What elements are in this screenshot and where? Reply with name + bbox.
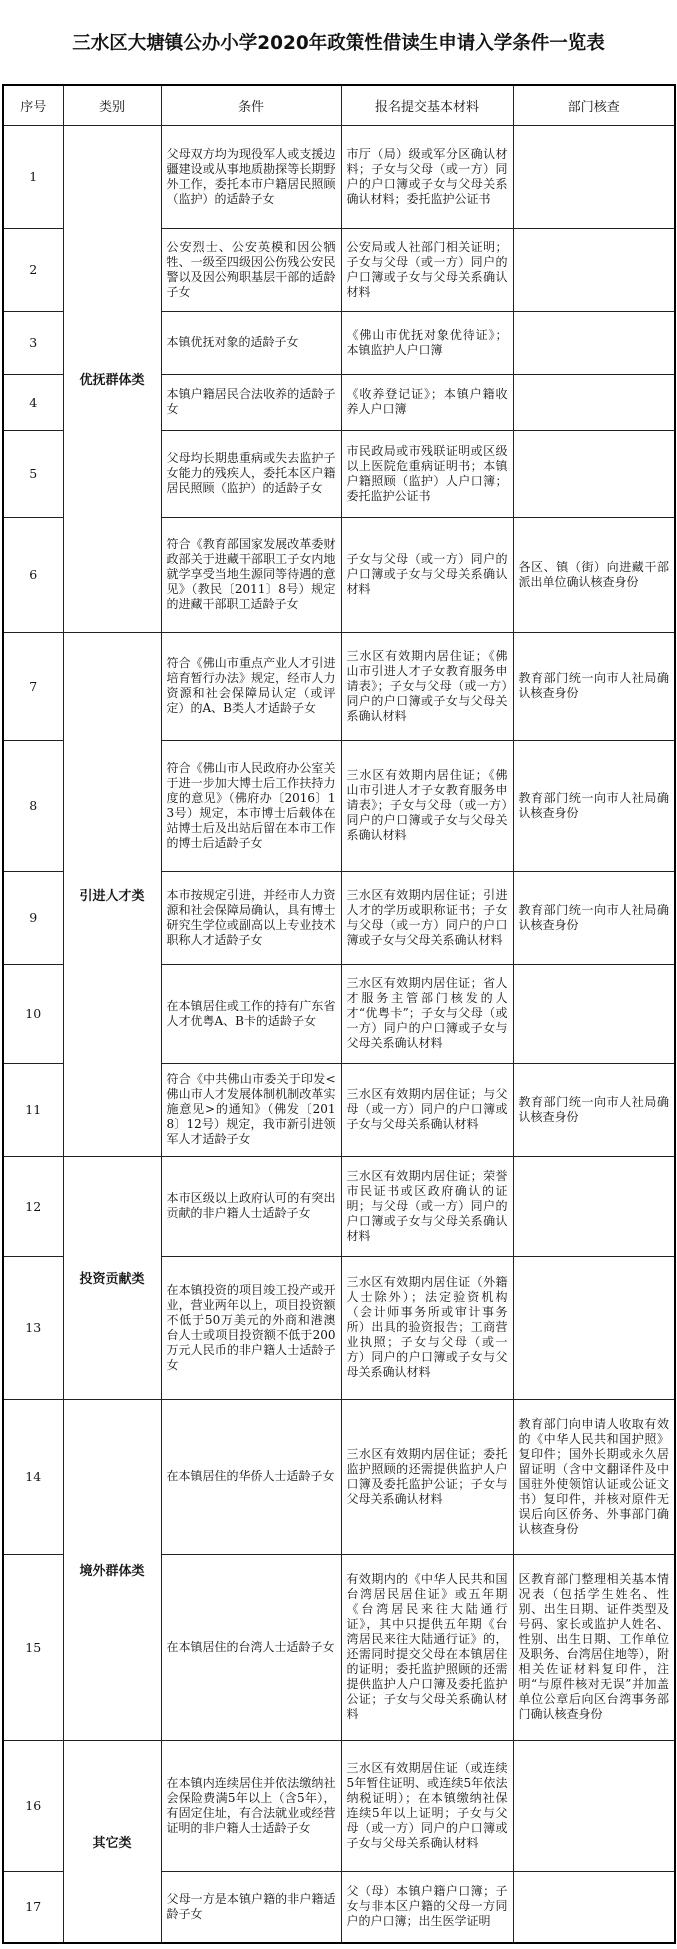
condition-cell: 在本镇居住的华侨人士适龄子女 [161, 1399, 341, 1554]
header-verification: 部门核查 [513, 85, 675, 125]
materials-cell: 三水区有效期内居住证；省人才服务主管部门核发的人才“优粤卡”；子女与父母（或一方）同户的户口簿或子女与父母关系确认材料 [341, 964, 513, 1063]
category-cell: 投资贡献类 [63, 1156, 161, 1399]
verification-cell [513, 311, 675, 374]
verification-cell [513, 430, 675, 517]
row-number: 17 [3, 1871, 63, 1943]
row-number: 8 [3, 740, 63, 871]
verification-cell: 教育部门统一向市人社局确认核查身份 [513, 632, 675, 740]
materials-cell: 有效期内的《中华人民共和国台湾居民居住证》或五年期《台湾居民来往大陆通行证》，其中只提供五年期《台湾居民来往大陆通行证》的，还需同时提交父母在本镇居住的证明；委托监护照顾的还需提供监护人户口簿及委托监护公证；子女与父母关系确认材料 [341, 1554, 513, 1740]
category-cell: 其它类 [63, 1740, 161, 1943]
category-cell: 优抚群体类 [63, 125, 161, 632]
materials-cell: 三水区有效期内居住证；引进人才的学历或职称证书；子女与父母（或一方）同户的户口簿或子女与父母关系确认材料 [341, 871, 513, 964]
row-number: 3 [3, 311, 63, 374]
table-row [3, 125, 675, 228]
verification-cell [513, 1156, 675, 1256]
condition-cell: 公安烈士、公安英模和因公牺牲、一级至四级因公伤残公安民警以及因公殉职基层干部的适龄子女 [161, 228, 341, 311]
materials-cell: 三水区有效期内居住证；《佛山市引进人才子女教育服务申请表》；子女与父母（或一方）同户的户口簿或子女与父母关系确认材料 [341, 632, 513, 740]
verification-cell [513, 228, 675, 311]
condition-cell: 本市按规定引进，并经市人力资源和社会保障局确认，具有博士研究生学位或副高以上专业技术职称人才适龄子女 [161, 871, 341, 964]
category-cell: 引进人才类 [63, 632, 161, 1156]
condition-cell: 在本镇内连续居住并依法缴纳社会保险费满5年以上（含5年），有固定住址，有合法就业或经营证明的非户籍人士适龄子女 [161, 1740, 341, 1871]
condition-cell: 符合《佛山市人民政府办公室关于进一步加大博士后工作扶持力度的意见》（佛府办〔2016〕13号）规定，本市博士后载体在站博士后及出站后留在本市工作的博士后适龄子女 [161, 740, 341, 871]
materials-cell: 三水区有效期居住证（或连续5年暂住证明、或连续5年依法纳税证明）；在本镇缴纳社保连续5年以上证明；子女与父母（或一方）同户的户口簿或子女与父母关系确认材料 [341, 1740, 513, 1871]
materials-cell: 《收养登记证》；本镇户籍收养人户口簿 [341, 374, 513, 430]
verification-cell: 区教育部门整理相关基本情况表（包括学生姓名、性别、出生日期、证件类型及号码、家长或监护人姓名、性别、出生日期、工作单位及职务、台湾居住地等），附相关佐证材料复印件，注明“与原件核对无误”并加盖单位公章后向区台湾事务部门确认核查身份 [513, 1554, 675, 1740]
verification-cell: 教育部门向申请人收取有效的《中华人民共和国护照》复印件；国外长期或永久居留证明（含中文翻译件及中国驻外使领馆认证或公证文书）复印件，并核对原件无误后向区侨务、外事部门确认核查身份 [513, 1399, 675, 1554]
row-number: 11 [3, 1063, 63, 1156]
materials-cell: 父（母）本镇户籍户口簿；子女与非本区户籍的父母一方同户的户口簿；出生医学证明 [341, 1871, 513, 1943]
verification-cell [513, 1871, 675, 1943]
materials-cell: 三水区有效期内居住证（外籍人士除外）；法定验资机构（会计师事务所或审计事务所）出具的验资报告；工商营业执照；子女与父母（或一方）同户的户口簿或子女与父母关系确认材料 [341, 1256, 513, 1399]
verification-cell [513, 964, 675, 1063]
materials-cell: 三水区有效期内居住证；委托监护照顾的还需提供监护人户口簿及委托监护公证；子女与父母关系确认材料 [341, 1399, 513, 1554]
verification-cell: 各区、镇（街）向进藏干部派出单位确认核查身份 [513, 517, 675, 632]
materials-cell: 《佛山市优抚对象优待证》；本镇监护人户口簿 [341, 311, 513, 374]
header-materials: 报名提交基本材料 [341, 85, 513, 125]
condition-cell: 在本镇投资的项目竣工投产或开业，营业两年以上，项目投资额不低于50万美元的外商和港澳台人士或项目投资额不低于200万元人民币的非户籍人士适龄子女 [161, 1256, 341, 1399]
verification-cell: 教育部门统一向市人社局确认核查身份 [513, 740, 675, 871]
row-number: 14 [3, 1399, 63, 1554]
row-number: 6 [3, 517, 63, 632]
condition-cell: 在本镇居住的台湾人士适龄子女 [161, 1554, 341, 1740]
materials-cell: 三水区有效期内居住证；与父母（或一方）同户的户口簿或子女与父母关系确认材料 [341, 1063, 513, 1156]
row-number: 1 [3, 125, 63, 228]
row-number: 9 [3, 871, 63, 964]
row-number: 12 [3, 1156, 63, 1256]
condition-cell: 本市区级以上政府认可的有突出贡献的非户籍人士适龄子女 [161, 1156, 341, 1256]
row-number: 7 [3, 632, 63, 740]
header-category: 类别 [63, 85, 161, 125]
row-number: 13 [3, 1256, 63, 1399]
materials-cell: 公安局或人社部门相关证明；子女与父母（或一方）同户的户口簿或子女与父母关系确认材料 [341, 228, 513, 311]
table-header-row [3, 85, 675, 125]
category-cell: 境外群体类 [63, 1399, 161, 1740]
verification-cell [513, 1740, 675, 1871]
page-title: 三水区大塘镇公办小学2020年政策性借读生申请入学条件一览表 [72, 33, 605, 54]
verification-cell: 教育部门统一向市人社局确认核查身份 [513, 871, 675, 964]
materials-cell: 三水区有效期内居住证；荣誉市民证书或区政府确认的证明；与父母（或一方）同户的户口簿或子女与父母关系确认材料 [341, 1156, 513, 1256]
condition-cell: 父母双方均为现役军人或支援边疆建设或从事地质勘探等长期野外工作，委托本市户籍居民照顾（监护）的适龄子女 [161, 125, 341, 228]
condition-cell: 符合《中共佛山市委关于印发<佛山市人才发展体制机制改革实施意见>的通知》（佛发〔2018〕12号）规定，我市新引进领军人才适龄子女 [161, 1063, 341, 1156]
condition-cell: 父母一方是本镇户籍的非户籍适龄子女 [161, 1871, 341, 1943]
materials-cell: 市民政局或市残联证明或区级以上医院危重病证明书；本镇户籍照顾（监护）人户口簿；委托监护公证书 [341, 430, 513, 517]
condition-cell: 本镇户籍居民合法收养的适龄子女 [161, 374, 341, 430]
row-number: 4 [3, 374, 63, 430]
table-row [3, 632, 675, 740]
verification-cell: 教育部门统一向市人社局确认核查身份 [513, 1063, 675, 1156]
condition-cell: 符合《佛山市重点产业人才引进培育暂行办法》规定，经市人力资源和社会保障局认定（或评定）的A、B类人才适龄子女 [161, 632, 341, 740]
row-number: 5 [3, 430, 63, 517]
verification-cell [513, 1256, 675, 1399]
row-number: 2 [3, 228, 63, 311]
table-row [3, 1399, 675, 1554]
table-row [3, 1740, 675, 1871]
verification-cell [513, 125, 675, 228]
header-index: 序号 [3, 85, 63, 125]
table-row [3, 1156, 675, 1256]
requirements-table [2, 84, 676, 1944]
row-number: 16 [3, 1740, 63, 1871]
materials-cell: 市厅（局）级或军分区确认材料；子女与父母（或一方）同户的户口簿或子女与父母关系确认材料；委托监护公证书 [341, 125, 513, 228]
condition-cell: 父母均长期患重病或失去监护子女能力的残疾人，委托本区户籍居民照顾（监护）的适龄子女 [161, 430, 341, 517]
header-condition: 条件 [161, 85, 341, 125]
row-number: 10 [3, 964, 63, 1063]
materials-cell: 三水区有效期内居住证；《佛山市引进人才子女教育服务申请表》；子女与父母（或一方）同户的户口簿或子女与父母关系确认材料 [341, 740, 513, 871]
materials-cell: 子女与父母（或一方）同户的户口簿或子女与父母关系确认材料 [341, 517, 513, 632]
verification-cell [513, 374, 675, 430]
condition-cell: 本镇优抚对象的适龄子女 [161, 311, 341, 374]
row-number: 15 [3, 1554, 63, 1740]
condition-cell: 符合《教育部国家发展改革委财政部关于进藏干部职工子女内地就学享受当地生源同等待遇的意见》（教民〔2011〕8号）规定的进藏干部职工适龄子女 [161, 517, 341, 632]
condition-cell: 在本镇居住或工作的持有广东省人才优粤A、B卡的适龄子女 [161, 964, 341, 1063]
